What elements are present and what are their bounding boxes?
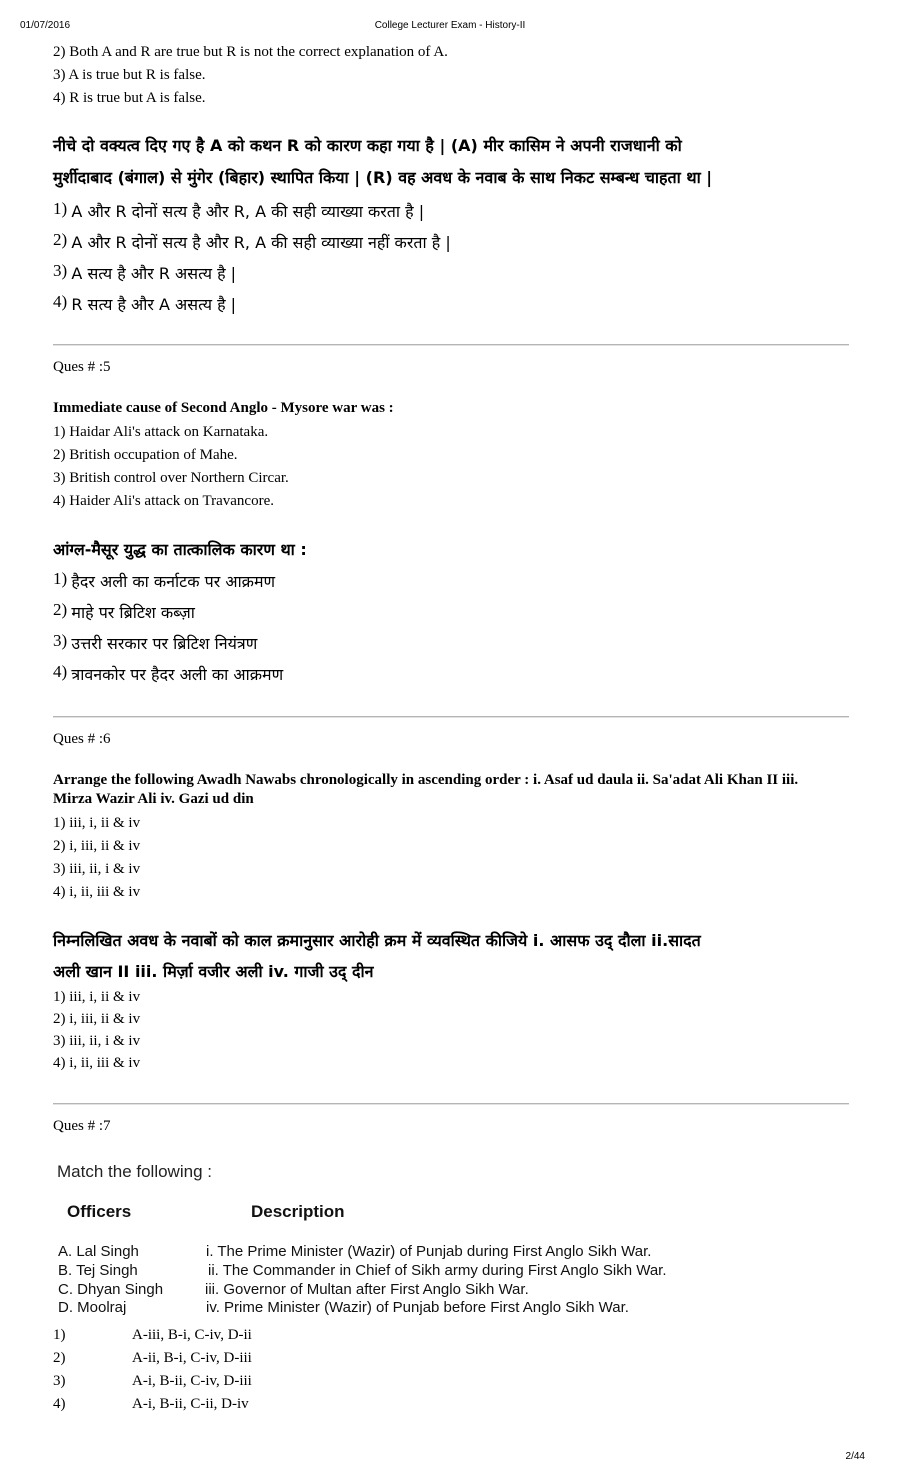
option-text: A सत्य है और R असत्य है | <box>71 264 237 283</box>
option-text: R सत्य है और A असत्य है | <box>71 295 237 314</box>
option-text: माहे पर ब्रिटिश कब्ज़ा <box>71 603 195 622</box>
q7-option-4-number: 4) <box>53 1396 66 1412</box>
q5-hindi-option-2 <box>53 597 195 626</box>
q7-option-1-number: 1) <box>53 1327 66 1343</box>
q4-hindi-option-4 <box>53 289 236 318</box>
q6-hindi-option-2: 2) i, iii, ii & iv <box>53 1011 141 1027</box>
q6-label: Ques # :6 <box>53 731 111 747</box>
q6-option-2: 2) i, iii, ii & iv <box>53 838 141 854</box>
q6-hindi-question-line1: निम्नलिखित अवध के नवाबों को काल क्रमानुसार आरोही क्रम में व्यवस्थित कीजिये i. आसफ उद् दौला ii.सादत <box>53 931 701 950</box>
q4-hindi-option-3 <box>53 258 236 287</box>
option-number: 3) <box>53 631 68 650</box>
option-number: 3) <box>53 261 68 280</box>
q7-option-3-number: 3) <box>53 1373 66 1389</box>
q4-hindi-option-1 <box>53 196 424 225</box>
q6-question: Arrange the following Awadh Nawabs chronologically in ascending order : i. Asaf ud daula ii. Sa'adat Ali Khan II iii. Mirza Wazir Ali iv. Gazi ud din <box>53 772 799 807</box>
q6-hindi-option-4: 4) i, ii, iii & iv <box>53 1055 141 1071</box>
q4-hindi-question-line1: नीचे दो वक्यत्व दिए गए है A को कथन R को कारण कहा गया है | (A) मीर कासिम ने अपनी राजधानी को <box>53 136 682 155</box>
q6-hindi-option-3: 3) iii, ii, i & iv <box>53 1033 141 1049</box>
q7-description-i: i. The Prime Minister (Wazir) of Punjab during First Anglo Sikh War. <box>206 1243 652 1260</box>
option-text: हैदर अली का कर्नाटक पर आक्रमण <box>71 572 276 591</box>
q7-officer-d: D. Moolraj <box>58 1299 127 1316</box>
option-text: उत्तरी सरकार पर ब्रिटिश नियंत्रण <box>71 634 258 653</box>
q7-option-4-text: A-i, B-ii, C-ii, D-iv <box>132 1396 249 1412</box>
option-number: 2) <box>53 230 68 249</box>
q7-officer-b: B. Tej Singh <box>58 1262 138 1279</box>
q5-option-2: 2) British occupation of Mahe. <box>53 447 238 463</box>
q7-description-iv: iv. Prime Minister (Wazir) of Punjab before First Anglo Sikh War. <box>206 1299 629 1316</box>
q7-description-iii: iii. Governor of Multan after First Anglo Sikh War. <box>205 1281 529 1298</box>
q5-label: Ques # :5 <box>53 359 111 375</box>
option-number: 2) <box>53 600 68 619</box>
q7-col-description: Description <box>251 1202 345 1221</box>
option-number: 1) <box>53 569 68 588</box>
q4-hindi-question-line2: मुर्शीदाबाद (बंगाल) से मुंगेर (बिहार) स्थापित किया | (R) वह अवध के नवाब के साथ निकट सम्बन्ध चाहता था | <box>53 168 713 187</box>
q5-option-3: 3) British control over Northern Circar. <box>53 470 289 486</box>
option-text: त्रावनकोर पर हैदर अली का आक्रमण <box>71 665 284 684</box>
option-number: 4) <box>53 662 68 681</box>
q4-option-3: 3) A is true but R is false. <box>53 67 206 83</box>
q5-hindi-question: आंग्ल-मैसूर युद्ध का तात्कालिक कारण था : <box>53 540 307 559</box>
q7-option-1-text: A-iii, B-i, C-iv, D-ii <box>132 1327 252 1343</box>
q4-hindi-option-2 <box>53 227 451 256</box>
q7-option-3-text: A-i, B-ii, C-iv, D-iii <box>132 1373 252 1389</box>
q5-hindi-option-3 <box>53 628 257 657</box>
q7-option-2-text: A-ii, B-i, C-iv, D-iii <box>132 1350 252 1366</box>
page-number: 2/44 <box>845 1451 865 1462</box>
q7-officer-c: C. Dhyan Singh <box>58 1281 164 1298</box>
divider <box>53 344 849 345</box>
q6-hindi-option-1: 1) iii, i, ii & iv <box>53 989 141 1005</box>
option-number: 4) <box>53 292 68 311</box>
q6-option-4: 4) i, ii, iii & iv <box>53 884 141 900</box>
q5-hindi-option-4 <box>53 659 283 688</box>
q7-officer-a: A. Lal Singh <box>58 1243 139 1260</box>
option-text: A और R दोनों सत्य है और R, A की सही व्याख्या करता है | <box>71 202 425 221</box>
header-title: College Lecturer Exam - History-II <box>374 20 526 31</box>
q6-hindi-question-line2: अली खान II iii. मिर्ज़ा वजीर अली iv. गाजी उद् दीन <box>53 962 374 981</box>
option-number: 1) <box>53 199 68 218</box>
q4-option-2: 2) Both A and R are true but R is not the correct explanation of A. <box>53 44 448 60</box>
q7-match-title: Match the following : <box>57 1162 212 1181</box>
page-header <box>20 20 880 34</box>
q7-description-ii: ii. The Commander in Chief of Sikh army during First Anglo Sikh War. <box>208 1262 667 1279</box>
q6-option-1: 1) iii, i, ii & iv <box>53 815 141 831</box>
q7-option-2-number: 2) <box>53 1350 66 1366</box>
q5-option-1: 1) Haidar Ali's attack on Karnataka. <box>53 424 269 440</box>
q5-option-4: 4) Haider Ali's attack on Travancore. <box>53 493 274 509</box>
q5-hindi-option-1 <box>53 566 275 595</box>
header-date: 01/07/2016 <box>20 20 71 31</box>
divider <box>53 716 849 717</box>
q7-label: Ques # :7 <box>53 1118 111 1134</box>
divider <box>53 1103 849 1104</box>
q5-question: Immediate cause of Second Anglo - Mysore war was : <box>53 400 394 416</box>
q4-option-4: 4) R is true but A is false. <box>53 90 206 106</box>
option-text: A और R दोनों सत्य है और R, A की सही व्याख्या नहीं करता है | <box>71 233 451 252</box>
q6-option-3: 3) iii, ii, i & iv <box>53 861 141 877</box>
q7-col-officers: Officers <box>67 1202 132 1221</box>
